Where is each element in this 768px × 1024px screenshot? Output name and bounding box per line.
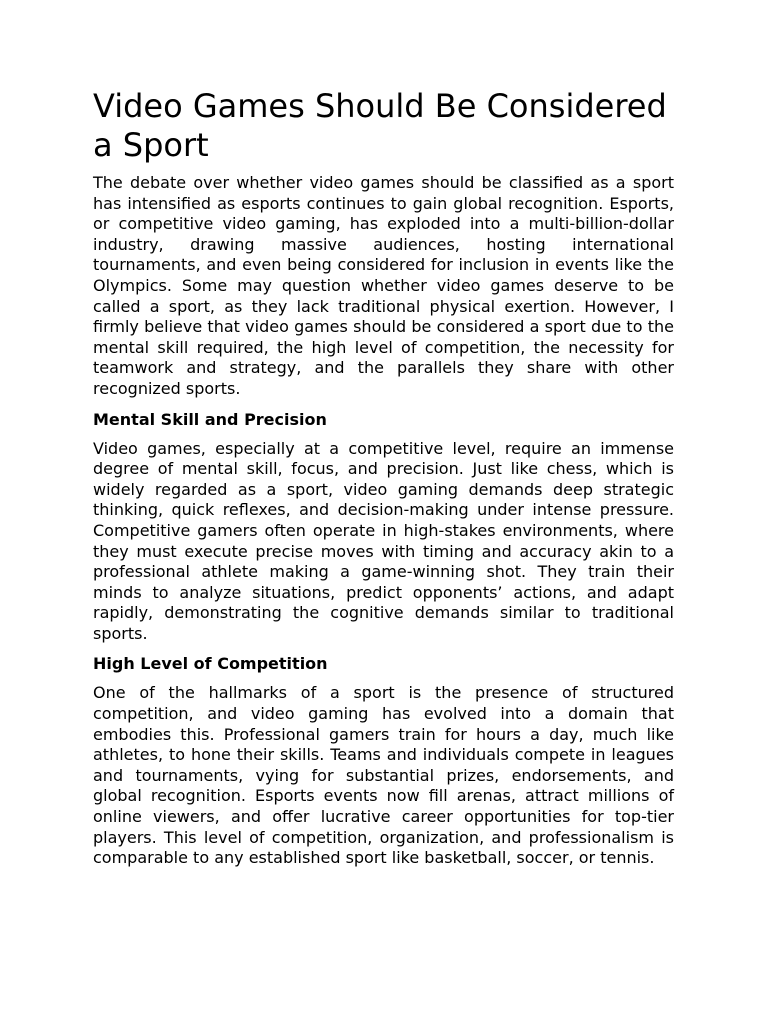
intro-paragraph: The debate over whether video games should be classified as a sport has intensified as esports continues to gain global recognition. Esports, or competitive video gaming, has exploded into a multi-billion-dollar industry, drawing massive audiences, hosting international tournaments, and even being considered for inclusion in events like the Olympics. Some may question whether video games deserve to be called a sport, as they lack traditional physical exertion. However, I firmly believe that video games should be considered a sport due to the mental skill required, the high level of competition, the necessity for teamwork and strategy, and the parallels they share with other recognized sports. [93,173,674,398]
section-body-mental-skill: Video games, especially at a competitive level, require an immense degree of mental skill, focus, and precision. Just like chess, which is widely regarded as a sport, video gaming demands deep strategic thinking, quick reflexes, and decision-making under intense pressure. Competitive gamers often operate in high-stakes environments, where they must execute precise moves with timing and accuracy akin to a professional athlete making a game-winning shot. They train their minds to analyze situations, predict opponents’ actions, and adapt rapidly, demonstrating the cognitive demands similar to traditional sports. [93,438,674,643]
document-page [93,87,674,869]
section-body-competition: One of the hallmarks of a sport is the presence of structured competition, and video gaming has evolved into a domain that embodies this. Professional gamers train for hours a day, much like athletes, to hone their skills. Teams and individuals compete in leagues and tournaments, vying for substantial prizes, endorsements, and global recognition. Esports events now fill arenas, attract millions of online viewers, and offer lucrative career opportunities for top-tier players. This level of competition, organization, and professionalism is comparable to any established sport like basketball, soccer, or tennis. [93,683,674,868]
section-heading-mental-skill: Mental Skill and Precision [93,409,327,429]
section-heading-competition: High Level of Competition [93,654,328,674]
document-title: Video Games Should Be Considered a Sport [93,87,667,164]
